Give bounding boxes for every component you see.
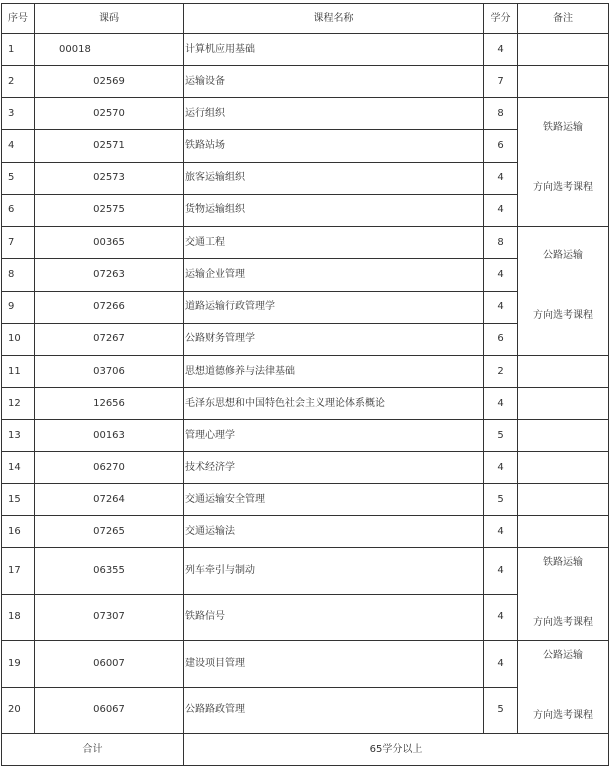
row-code: 02575 — [35, 194, 184, 226]
row-credit: 6 — [484, 130, 518, 162]
row-course-name: 货物运输组织 — [184, 194, 484, 226]
row-index: 12 — [2, 388, 35, 420]
table-row — [2, 641, 609, 688]
row-code: 06270 — [35, 452, 184, 484]
row-credit: 4 — [484, 452, 518, 484]
row-course-name: 管理心理学 — [184, 420, 484, 452]
table-row — [2, 420, 609, 452]
row-index: 6 — [2, 194, 35, 226]
row-credit: 4 — [484, 388, 518, 420]
row-code: 03706 — [35, 356, 184, 388]
row-credit: 4 — [484, 162, 518, 194]
table-row — [2, 98, 609, 130]
row-index: 4 — [2, 130, 35, 162]
row-course-name: 运行组织 — [184, 98, 484, 130]
row-credit: 5 — [484, 420, 518, 452]
row-index: 8 — [2, 259, 35, 291]
row-course-name: 技术经济学 — [184, 452, 484, 484]
row-credit: 4 — [484, 641, 518, 688]
row-remark-empty — [518, 516, 609, 548]
row-credit: 6 — [484, 323, 518, 355]
row-credit: 4 — [484, 291, 518, 323]
remark-line1: 公路运输 — [543, 250, 583, 261]
row-credit: 2 — [484, 356, 518, 388]
row-remark-empty — [518, 420, 609, 452]
header-credit: 学分 — [484, 4, 518, 34]
remark-line2: 方向选考课程 — [533, 710, 593, 721]
row-index: 13 — [2, 420, 35, 452]
table-row — [2, 548, 609, 595]
remark-rail-elective-1 — [518, 98, 609, 227]
row-course-name: 公路路政管理 — [184, 687, 484, 734]
table-row — [2, 227, 609, 259]
row-index: 5 — [2, 162, 35, 194]
row-code: 02570 — [35, 98, 184, 130]
row-course-name: 建设项目管理 — [184, 641, 484, 688]
row-credit: 4 — [484, 259, 518, 291]
row-code: 00365 — [35, 227, 184, 259]
remark-road-elective-1 — [518, 227, 609, 356]
row-remark-empty — [518, 34, 609, 66]
total-label: 合计 — [2, 734, 184, 766]
row-remark-empty — [518, 66, 609, 98]
table-row — [2, 66, 609, 98]
row-code: 07265 — [35, 516, 184, 548]
row-remark-empty — [518, 388, 609, 420]
remark-line2: 方向选考课程 — [533, 617, 593, 628]
row-course-name: 公路财务管理学 — [184, 323, 484, 355]
remark-rail-elective-2 — [518, 548, 609, 641]
row-code: 07307 — [35, 594, 184, 641]
row-course-name: 毛泽东思想和中国特色社会主义理论体系概论 — [184, 388, 484, 420]
table-row — [2, 516, 609, 548]
header-remark: 备注 — [518, 4, 609, 34]
row-credit: 8 — [484, 227, 518, 259]
row-credit: 8 — [484, 98, 518, 130]
row-credit: 5 — [484, 687, 518, 734]
row-credit: 4 — [484, 548, 518, 595]
row-credit: 4 — [484, 34, 518, 66]
row-index: 7 — [2, 227, 35, 259]
remark-line1: 铁路运输 — [543, 122, 583, 133]
remark-line1: 铁路运输 — [543, 557, 583, 568]
row-course-name: 交通运输安全管理 — [184, 484, 484, 516]
row-course-name: 铁路信号 — [184, 594, 484, 641]
remark-line2: 方向选考课程 — [533, 182, 593, 193]
row-index: 9 — [2, 291, 35, 323]
row-code: 02573 — [35, 162, 184, 194]
row-code: 06007 — [35, 641, 184, 688]
row-code: 07264 — [35, 484, 184, 516]
row-course-name: 列车牵引与制动 — [184, 548, 484, 595]
course-table — [1, 3, 609, 766]
row-code: 07267 — [35, 323, 184, 355]
row-remark-empty — [518, 452, 609, 484]
row-course-name: 交通运输法 — [184, 516, 484, 548]
row-credit: 7 — [484, 66, 518, 98]
row-index: 10 — [2, 323, 35, 355]
row-index: 20 — [2, 687, 35, 734]
row-remark-empty — [518, 356, 609, 388]
row-course-name: 思想道德修养与法律基础 — [184, 356, 484, 388]
row-credit: 4 — [484, 594, 518, 641]
table-row — [2, 452, 609, 484]
row-credit: 5 — [484, 484, 518, 516]
row-course-name: 道路运输行政管理学 — [184, 291, 484, 323]
remark-line1: 公路运输 — [543, 650, 583, 661]
header-name: 课程名称 — [184, 4, 484, 34]
row-code: 00163 — [35, 420, 184, 452]
row-course-name: 交通工程 — [184, 227, 484, 259]
row-code: 02569 — [35, 66, 184, 98]
table-row — [2, 356, 609, 388]
row-course-name: 铁路站场 — [184, 130, 484, 162]
row-index: 1 — [2, 34, 35, 66]
table-row — [2, 484, 609, 516]
row-index: 19 — [2, 641, 35, 688]
total-row — [2, 734, 609, 766]
header-row — [2, 4, 609, 34]
row-remark-empty — [518, 484, 609, 516]
row-code: 00018 — [35, 34, 184, 66]
row-credit: 4 — [484, 516, 518, 548]
table-row — [2, 34, 609, 66]
row-index: 17 — [2, 548, 35, 595]
row-course-name: 运输企业管理 — [184, 259, 484, 291]
row-course-name: 计算机应用基础 — [184, 34, 484, 66]
row-course-name: 旅客运输组织 — [184, 162, 484, 194]
total-credits: 65学分以上 — [184, 734, 609, 766]
row-index: 15 — [2, 484, 35, 516]
table-row — [2, 388, 609, 420]
row-code: 02571 — [35, 130, 184, 162]
row-credit: 4 — [484, 194, 518, 226]
row-code: 07263 — [35, 259, 184, 291]
row-code: 07266 — [35, 291, 184, 323]
row-index: 11 — [2, 356, 35, 388]
row-index: 3 — [2, 98, 35, 130]
remark-road-elective-2 — [518, 641, 609, 734]
header-code: 课码 — [35, 4, 184, 34]
row-code: 12656 — [35, 388, 184, 420]
row-index: 18 — [2, 594, 35, 641]
header-index: 序号 — [2, 4, 35, 34]
row-code: 06067 — [35, 687, 184, 734]
row-index: 14 — [2, 452, 35, 484]
remark-line2: 方向选考课程 — [533, 310, 593, 321]
row-course-name: 运输设备 — [184, 66, 484, 98]
row-index: 16 — [2, 516, 35, 548]
row-code: 06355 — [35, 548, 184, 595]
row-index: 2 — [2, 66, 35, 98]
